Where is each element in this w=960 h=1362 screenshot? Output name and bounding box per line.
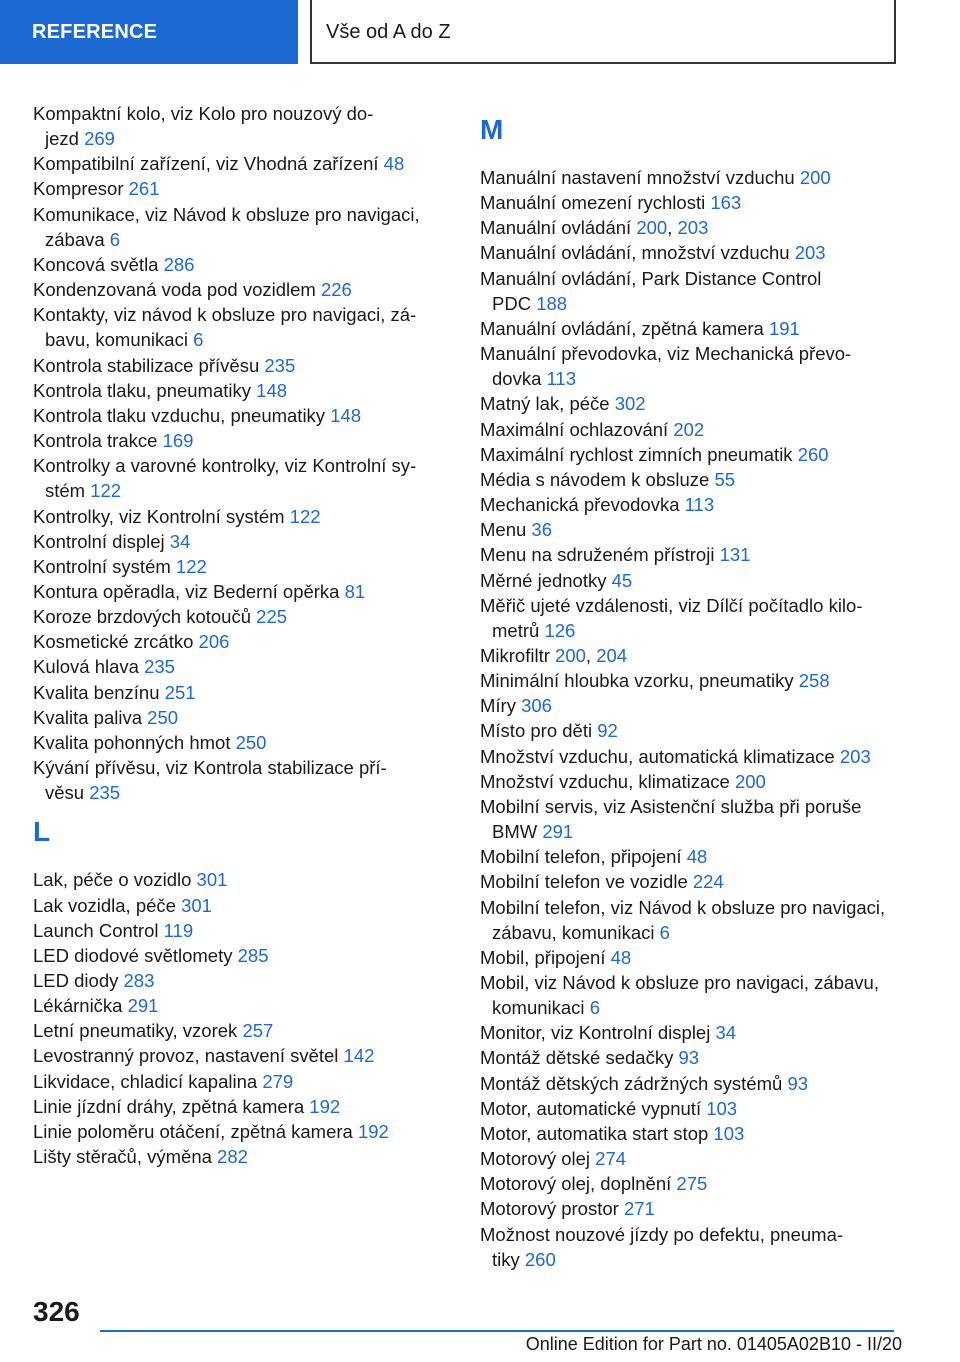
page-link[interactable]: 301 [196, 869, 228, 891]
index-entry-term: Manuální ovládání, Park Distance Control [480, 267, 822, 289]
index-entry [33, 943, 433, 968]
page-link[interactable]: 200 [799, 167, 831, 188]
index-entry-term-continuation: dovka [492, 368, 542, 390]
page-link[interactable]: 6 [659, 921, 670, 943]
page-link[interactable]: 279 [262, 1070, 294, 1092]
index-entry-term: Minimální hloubka vzorku, pneumatiky [480, 670, 794, 692]
index-entry-term: Mobil, viz Návod k obsluze pro navigaci, zábavu, [480, 972, 879, 993]
index-entry-term: Kvalita pohonných hmot [33, 731, 231, 753]
index-entry [33, 1069, 433, 1094]
page-link[interactable]: 188 [536, 292, 568, 314]
page-link[interactable]: 48 [610, 946, 632, 968]
index-entry [480, 1222, 900, 1272]
page-link[interactable]: 250 [235, 731, 267, 753]
index-entry-term: Manuální omezení rychlosti [480, 192, 706, 214]
index-group-k [33, 101, 433, 805]
index-entry-term: Kvalita benzínu [33, 681, 160, 703]
page-link[interactable]: 257 [242, 1020, 274, 1042]
index-entry [480, 341, 900, 391]
page-link[interactable]: 271 [623, 1198, 655, 1220]
page-link[interactable]: 225 [256, 606, 288, 628]
index-entry-term: Lak, péče o vozidlo [33, 869, 192, 891]
section-tab-reference: REFERENCE [0, 0, 298, 64]
page-link[interactable]: 122 [175, 555, 207, 577]
index-entry [33, 680, 433, 705]
page-link[interactable]: 92 [597, 720, 618, 742]
index-entry-term-continuation: zábavu, komunikaci [492, 921, 655, 943]
page-link[interactable]: 93 [787, 1072, 809, 1094]
index-entry [33, 504, 433, 529]
page-link[interactable]: 261 [128, 178, 160, 200]
index-entry-term: Mikrofiltr [480, 644, 550, 666]
index-entry-term: Kondenzovaná voda pod vozidlem [33, 279, 316, 301]
index-entry-term: Menu [480, 519, 527, 541]
page-link[interactable]: 283 [123, 970, 155, 991]
index-entry-term: Lak vozidla, péče [33, 894, 176, 916]
page-link[interactable]: 203 [794, 242, 826, 264]
index-entry-term: Motorový olej, doplnění [480, 1173, 672, 1195]
page-link[interactable]: 291 [542, 821, 574, 843]
index-entry-term: Mobilní telefon, připojení [480, 846, 682, 868]
page-link[interactable]: 142 [343, 1045, 375, 1067]
index-entry [33, 993, 433, 1018]
page-link[interactable]: 48 [383, 153, 405, 175]
index-entry [33, 101, 433, 151]
index-entry-term: Levostranný provoz, nastavení světel [33, 1045, 339, 1067]
index-entry [33, 629, 433, 654]
index-entry-term: Kontrolky a varovné kontrolky, viz Kontrolní sy- [33, 455, 417, 477]
page-link[interactable]: 226 [320, 279, 352, 301]
index-entry-term: Kontrola tlaku vzduchu, pneumatiky [33, 404, 326, 426]
index-entry-term-continuation: stém [45, 480, 86, 502]
index-entry-term: Montáž dětské sedačky [480, 1047, 674, 1069]
index-entry [480, 417, 900, 442]
index-entry [33, 1144, 433, 1169]
index-entry [33, 654, 433, 679]
index-entry-term: Kompatibilní zařízení, viz Vhodná zařízení [33, 153, 379, 175]
index-entry [33, 176, 433, 201]
index-entry [480, 316, 900, 341]
page-link[interactable]: 148 [256, 379, 288, 401]
index-entry [480, 266, 900, 316]
index-entry-term-continuation: jezd [45, 128, 79, 150]
index-entry [480, 1071, 900, 1096]
index-entry-term: Launch Control [33, 919, 159, 941]
page-link[interactable]: 224 [692, 871, 724, 893]
index-entry-term: Mobil, připojení [480, 946, 606, 968]
index-entry [480, 844, 900, 869]
page-link[interactable]: 203 [839, 745, 871, 767]
page-link[interactable]: 202 [673, 418, 705, 440]
page-link[interactable]: 45 [611, 569, 633, 591]
page-link[interactable]: 285 [237, 944, 269, 966]
index-entry-term: Kvalita paliva [33, 706, 143, 728]
index-entry [480, 190, 900, 215]
index-entry-term: Kontrolní displej [33, 530, 165, 552]
index-entry-term: Kompresor [33, 178, 124, 200]
index-entry [33, 730, 433, 755]
index-entry [480, 794, 900, 844]
index-entry [33, 277, 433, 302]
index-entry [33, 893, 433, 918]
page-link[interactable]: 286 [163, 253, 195, 275]
index-entry-term: Možnost nouzové jízdy po defektu, pneuma- [480, 1223, 844, 1245]
page-link[interactable]: 274 [595, 1148, 627, 1170]
index-entry-term: LED diodové světlomety [33, 944, 233, 966]
index-entry [33, 554, 433, 579]
index-entry [33, 151, 433, 176]
index-entry [33, 252, 433, 277]
page-link[interactable]: 191 [768, 317, 800, 339]
page-link[interactable]: 122 [289, 505, 321, 527]
index-entry-term: Motorový prostor [480, 1198, 619, 1220]
index-entry: Manuální ovládání 200, 203 [480, 217, 709, 239]
index-entry [33, 302, 433, 352]
index-entry [480, 718, 900, 743]
page-link[interactable]: 6 [589, 997, 600, 1019]
page-link[interactable]: 103 [713, 1122, 745, 1144]
index-entry [480, 1121, 900, 1146]
page-link[interactable]: 260 [524, 1248, 556, 1270]
index-entry-term: Kontrolky, viz Kontrolní systém [33, 505, 285, 527]
index-entry [33, 918, 433, 943]
index-entry [480, 1146, 900, 1171]
index-entry [33, 353, 433, 378]
index-entry-term: Mobilní telefon, viz Návod k obsluze pro navigaci, [480, 896, 886, 918]
index-entry-term: Mobilní telefon ve vozidle [480, 871, 688, 893]
index-entry-term: Koroze brzdových kotoučů [33, 606, 252, 628]
index-entry-term: Likvidace, chladicí kapalina [33, 1070, 258, 1092]
index-entry [480, 542, 900, 567]
index-entry [480, 1171, 900, 1196]
index-entry-term: Komunikace, viz Návod k obsluze pro navigaci, [33, 203, 420, 225]
index-entry-term: Manuální nastavení množství vzduchu [480, 167, 795, 188]
page-link[interactable]: 200 [555, 644, 586, 666]
page-number: 326 [33, 1296, 80, 1327]
index-entry-term: Měřič ujeté vzdálenosti, viz Dílčí počítadlo kilo- [480, 594, 863, 616]
index-entry-term: Motor, automatické vypnutí [480, 1097, 702, 1119]
page-link[interactable]: 126 [544, 619, 576, 641]
index-entry-term: Lišty stěračů, výměna [33, 1146, 212, 1168]
index-entry-term: Média s návodem k obsluze [480, 468, 710, 490]
index-entry [33, 604, 433, 629]
page-link[interactable]: 6 [109, 228, 121, 250]
index-entry [33, 867, 433, 892]
page-link[interactable]: 306 [521, 695, 552, 717]
index-entry [480, 744, 900, 769]
index-entry [33, 453, 433, 503]
page-link[interactable]: 34 [169, 530, 191, 552]
page-link[interactable]: 269 [84, 128, 115, 150]
index-entry-term: Monitor, viz Kontrolní displej [480, 1022, 711, 1044]
page-link[interactable]: 203 [677, 217, 709, 239]
index-entry [33, 1094, 433, 1119]
index-entry [33, 705, 433, 730]
page-link[interactable]: 291 [127, 995, 159, 1017]
index-entry [33, 1018, 433, 1043]
index-entry [33, 202, 433, 252]
index-entry-term-continuation: zábava [45, 228, 105, 250]
page-link[interactable]: 251 [164, 681, 196, 703]
index-entry-term-continuation: BMW [492, 821, 538, 843]
index-entry-term: Měrné jednotky [480, 569, 607, 591]
index-entry [480, 442, 900, 467]
index-entry-term: Kulová hlava [33, 656, 139, 678]
index-entry-term: Míry [480, 695, 516, 717]
page-link[interactable]: 206 [198, 631, 230, 653]
index-entry [33, 378, 433, 403]
page-link[interactable]: 235 [264, 354, 296, 376]
index-entry [480, 895, 900, 945]
index-entry-term: Menu na sdruženém přístroji [480, 544, 715, 566]
index-column-right [480, 101, 900, 1272]
index-entry-term: Kontura opěradla, viz Bederní opěrka [33, 580, 340, 602]
index-entry-term: Matný lak, péče [480, 393, 610, 415]
index-entry-term: Manuální ovládání, množství vzduchu [480, 242, 790, 264]
index-entry-term-continuation: metrů [492, 619, 540, 641]
page-link[interactable]: 192 [309, 1095, 341, 1117]
index-entry [480, 970, 900, 1020]
page-link[interactable]: 93 [678, 1047, 700, 1069]
page-link[interactable]: 275 [676, 1173, 708, 1195]
index-entry [33, 529, 433, 554]
page-link[interactable]: 200 [636, 217, 668, 239]
page-link[interactable]: 81 [344, 580, 366, 602]
index-entry-term: Kontrola stabilizace přívěsu [33, 354, 260, 376]
page-link[interactable]: 260 [797, 443, 829, 465]
index-group-l [33, 867, 433, 1169]
index-entry-term: Koncová světla [33, 253, 159, 275]
index-entry-term-continuation: věsu [45, 782, 85, 804]
index-entry [480, 693, 900, 718]
index-entry-term: Kontrolní systém [33, 555, 171, 577]
index-entry-term: Manuální ovládání, zpětná kamera [480, 317, 764, 339]
page-link[interactable]: 119 [163, 919, 194, 941]
index-entry [480, 1096, 900, 1121]
index-entry-term: Montáž dětských zádržných systémů [480, 1072, 783, 1094]
index-entry [33, 403, 433, 428]
page-link[interactable]: 204 [596, 644, 628, 666]
index-entry [480, 1020, 900, 1045]
index-entry-term: Kosmetické zrcátko [33, 631, 194, 653]
page-link[interactable]: 302 [614, 393, 646, 415]
index-entry-term: Místo pro děti [480, 720, 593, 742]
index-entry [480, 165, 900, 190]
index-entry: Mikrofiltr 200, 204 [480, 644, 628, 666]
index-entry-term: Linie poloměru otáčení, zpětná kamera [33, 1120, 353, 1142]
index-entry-term: Množství vzduchu, automatická klimatizace [480, 745, 835, 767]
index-entry-term: LED diody [33, 970, 119, 991]
index-group-m [480, 165, 900, 1272]
page-link[interactable]: 282 [217, 1146, 248, 1168]
index-entry-term: Maximální rychlost zimních pneumatik [480, 443, 793, 465]
index-entry-term: Kontrola tlaku, pneumatiky [33, 379, 252, 401]
page-link[interactable]: 55 [714, 468, 736, 490]
index-column-left [33, 101, 433, 1169]
footer-divider [100, 1330, 894, 1332]
page-link[interactable]: 36 [531, 519, 552, 541]
page-link[interactable]: 192 [357, 1120, 389, 1142]
page-link[interactable]: 113 [546, 368, 577, 390]
index-entry [33, 1043, 433, 1068]
index-entry [480, 593, 900, 643]
index-entry-term-continuation: komunikaci [492, 997, 585, 1019]
index-entry [33, 968, 433, 993]
index-entry [480, 1045, 900, 1070]
index-entry-term-continuation: PDC [492, 292, 532, 314]
index-letter-m: M [480, 114, 504, 145]
page-link[interactable]: 103 [706, 1097, 738, 1119]
index-entry [480, 1196, 900, 1221]
page-link[interactable]: 148 [330, 404, 362, 426]
index-letter-l: L [33, 816, 51, 848]
index-entry [33, 579, 433, 604]
index-entry [480, 668, 900, 693]
index-entry-term: Mechanická převodovka [480, 494, 680, 516]
page-link[interactable]: 169 [162, 430, 194, 452]
index-entry-term: Motor, automatika start stop [480, 1122, 709, 1144]
index-entry-term: Letní pneumatiky, vzorek [33, 1020, 238, 1042]
index-entry-term: Linie jízdní dráhy, zpětná kamera [33, 1095, 305, 1117]
page-link[interactable]: 113 [684, 494, 715, 516]
index-entry [33, 428, 433, 453]
index-entry [480, 769, 900, 794]
page-link[interactable]: 163 [710, 192, 742, 214]
index-entry-term: Kompaktní kolo, viz Kolo pro nouzový do- [33, 103, 374, 124]
index-entry [480, 492, 900, 517]
index-entry [480, 568, 900, 593]
index-entry-term: Motorový olej [480, 1148, 591, 1170]
page-link[interactable]: 301 [181, 894, 212, 916]
index-entry-term-continuation: bavu, komunikaci [45, 329, 188, 351]
section-title: Vše od A do Z [310, 0, 896, 64]
page-link[interactable]: 250 [147, 706, 179, 728]
page-link[interactable]: 122 [90, 480, 122, 502]
footer-edition: Online Edition for Part no. 01405A02B10 - II/20 [525, 1334, 902, 1354]
index-entry [480, 240, 900, 265]
index-entry-term: Maximální ochlazování [480, 418, 669, 440]
page-link[interactable]: 235 [89, 782, 121, 804]
index-entry-term: Mobilní servis, viz Asistenční služba při poruše [480, 795, 862, 817]
page-link[interactable]: 131 [719, 544, 751, 566]
page-link[interactable]: 258 [798, 670, 830, 692]
index-entry-term: Lékárnička [33, 995, 123, 1017]
index-entry [480, 467, 900, 492]
index-entry-term: Manuální převodovka, viz Mechanická převo- [480, 343, 852, 365]
page-link[interactable]: 235 [144, 656, 175, 678]
index-entry-term: Kontakty, viz návod k obsluze pro navigaci, zá- [33, 304, 417, 326]
index-entry-term: Kývání přívěsu, viz Kontrola stabilizace pří- [33, 757, 387, 779]
index-entry [480, 517, 900, 542]
index-entry-term: Manuální ovládání [480, 217, 632, 239]
index-entry-term: Kontrola trakce [33, 430, 158, 452]
index-entry [480, 391, 900, 416]
page-link[interactable]: 6 [193, 329, 204, 351]
index-entry-term: Množství vzduchu, klimatizace [480, 770, 730, 792]
page-link[interactable]: 200 [734, 770, 766, 792]
index-entry [33, 755, 433, 805]
index-entry [480, 869, 900, 894]
page-link[interactable]: 34 [715, 1022, 737, 1044]
page-link[interactable]: 48 [686, 846, 708, 868]
index-entry [480, 945, 900, 970]
index-entry [33, 1119, 433, 1144]
index-entry-term-continuation: tiky [492, 1248, 520, 1270]
